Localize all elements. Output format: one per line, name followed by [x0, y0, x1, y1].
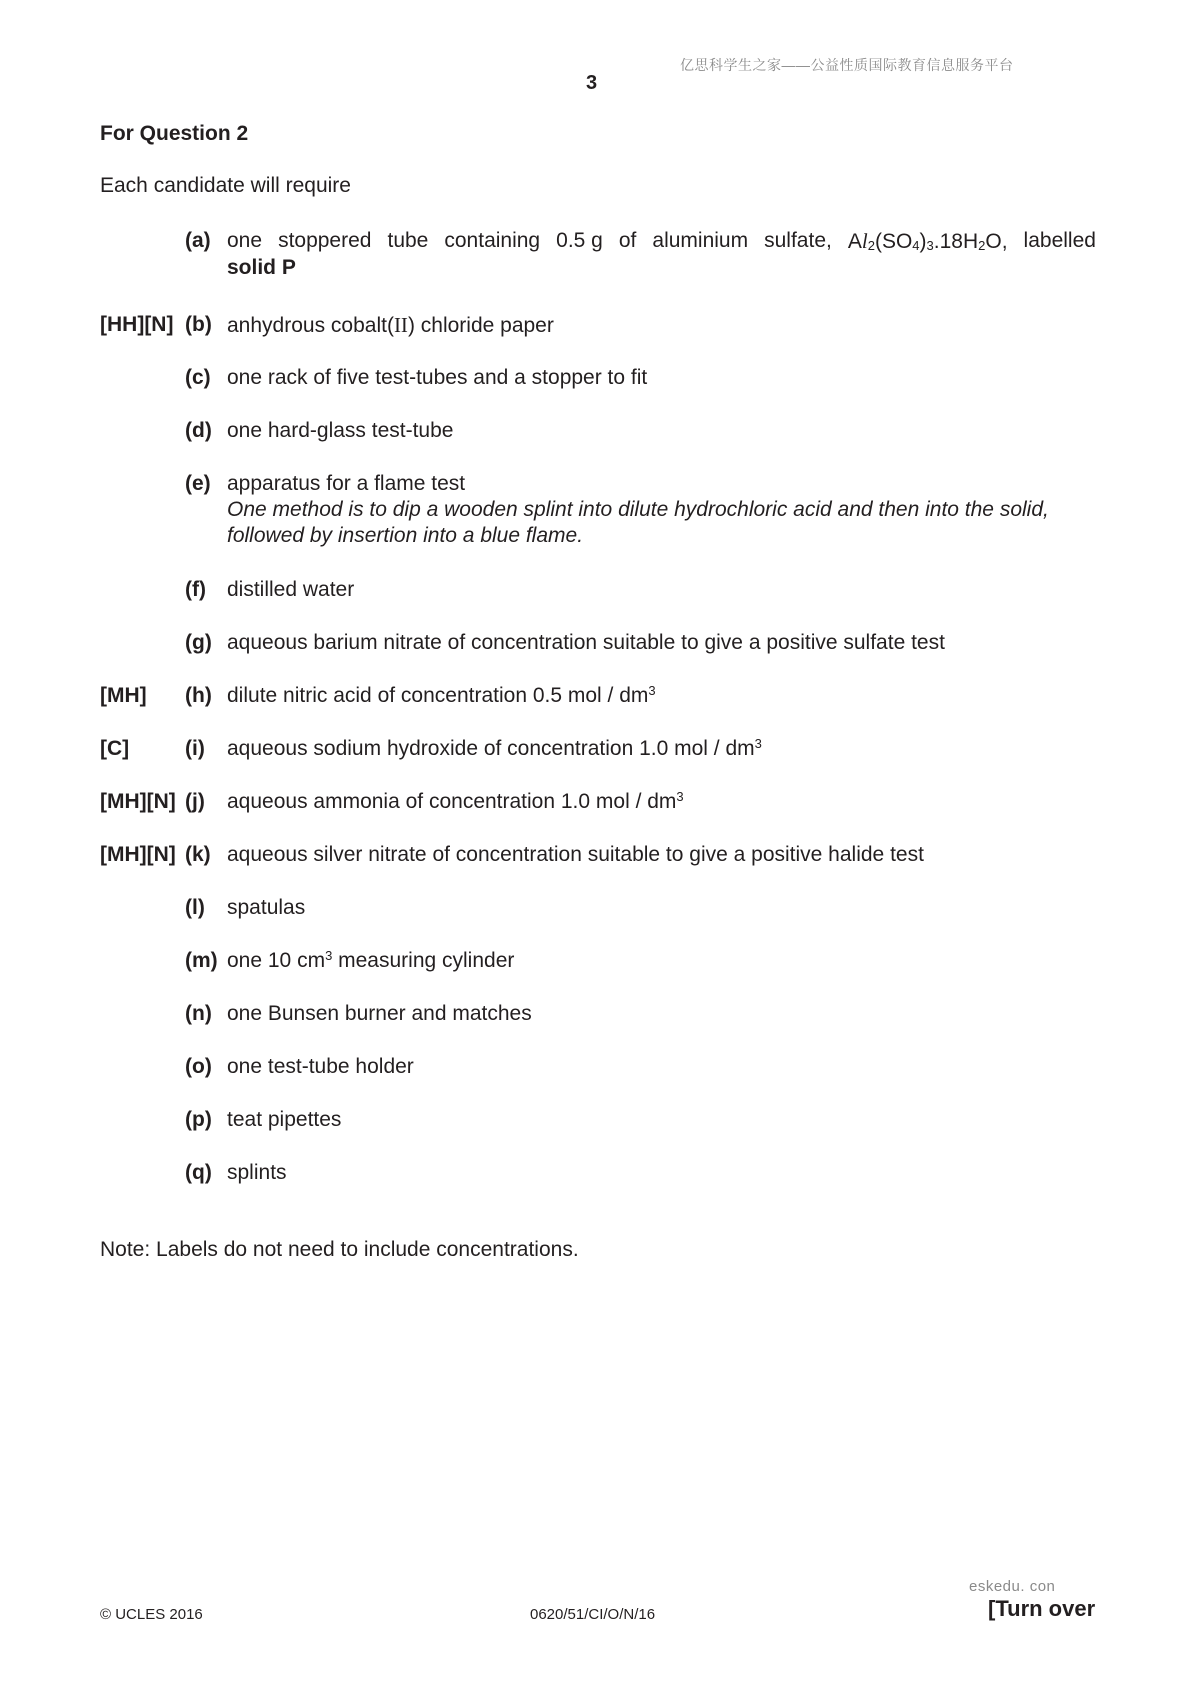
item-content	[227, 471, 1096, 549]
item-content: one test-tube holder	[227, 1055, 414, 1078]
item-tag: [C]	[100, 737, 130, 760]
item-letter: (h)	[185, 684, 212, 707]
item-letter: (g)	[185, 631, 212, 654]
chemical-formula: $Al_2(SO_4)_3.18H_2O$,	[847, 229, 1008, 253]
mass-value: 0.5 g	[556, 229, 603, 252]
item-note: One method is to dip a wooden splint into dilute hydrochloric acid and then into the solid, followed by insertion into a blue flame.	[227, 498, 1049, 547]
item-letter: (q)	[185, 1161, 212, 1184]
section-heading: For Question 2	[100, 122, 249, 145]
item-letter: (p)	[185, 1108, 212, 1131]
item-content: aqueous silver nitrate of concentration suitable to give a positive halide test	[227, 843, 924, 866]
site-watermark: eskedu. con	[969, 1578, 1056, 1595]
word: sulfate,	[764, 229, 832, 252]
item-letter: (c)	[185, 366, 211, 389]
word: of	[618, 229, 637, 252]
intro-text: Each candidate will require	[100, 174, 351, 197]
item-content: teat pipettes	[227, 1108, 342, 1131]
item-content: aqueous barium nitrate of concentration suitable to give a positive sulfate test	[227, 631, 945, 654]
item-content: distilled water	[227, 578, 355, 601]
item-letter: (n)	[185, 1002, 212, 1025]
item-letter: (m)	[185, 949, 218, 972]
word: labelled	[1023, 229, 1096, 252]
item-content	[227, 228, 1096, 281]
item-letter: (o)	[185, 1055, 212, 1078]
item-letter: (b)	[185, 313, 212, 336]
item-content: aqueous ammonia of concentration 1.0 mol / $dm^3$	[227, 789, 684, 813]
item-a-line2: solid P	[227, 256, 296, 279]
watermark-text: 亿思科学生之家——公益性质国际教育信息服务平台	[680, 57, 1014, 73]
item-letter: (f)	[185, 578, 206, 601]
item-content: spatulas	[227, 896, 306, 919]
item-letter: (d)	[185, 419, 212, 442]
word: tube	[387, 229, 429, 252]
copyright-text: © UCLES 2016	[100, 1606, 203, 1623]
word: one	[227, 229, 263, 252]
paper-code: 0620/51/CI/O/N/16	[530, 1606, 656, 1623]
item-letter: (l)	[185, 896, 205, 919]
item-content: anhydrous cobalt(II) chloride paper	[227, 313, 554, 337]
turn-over-text: [Turn over	[988, 1596, 1096, 1621]
item-content: one 10 $cm^3$ measuring cylinder	[227, 948, 515, 972]
item-content: dilute nitric acid of concentration 0.5 mol / $dm^3$	[227, 683, 656, 707]
item-tag: [MH][N]	[100, 790, 176, 813]
page-number: 3	[586, 72, 598, 94]
item-text: apparatus for a flame test	[227, 472, 466, 495]
item-tag: [MH]	[100, 684, 147, 707]
item-content: aqueous sodium hydroxide of concentration 1.0 mol / $dm^3$	[227, 736, 762, 760]
item-content: one rack of five test-tubes and a stopper to fit	[227, 366, 648, 389]
item-letter: (e)	[185, 472, 211, 495]
item-tag: [MH][N]	[100, 843, 176, 866]
item-tag: [HH][N]	[100, 313, 174, 336]
item-a-line1	[227, 228, 1096, 255]
word: containing	[444, 229, 541, 252]
word: stoppered	[278, 229, 372, 252]
item-content: one Bunsen burner and matches	[227, 1002, 532, 1025]
item-content: splints	[227, 1161, 287, 1184]
item-letter: (i)	[185, 737, 205, 760]
item-letter: (j)	[185, 790, 205, 813]
item-letter: (k)	[185, 843, 211, 866]
item-content: one hard-glass test-tube	[227, 419, 454, 442]
word: aluminium	[652, 229, 749, 252]
concentration-note: Note: Labels do not need to include concentrations.	[100, 1238, 579, 1261]
item-letter: (a)	[185, 229, 211, 252]
